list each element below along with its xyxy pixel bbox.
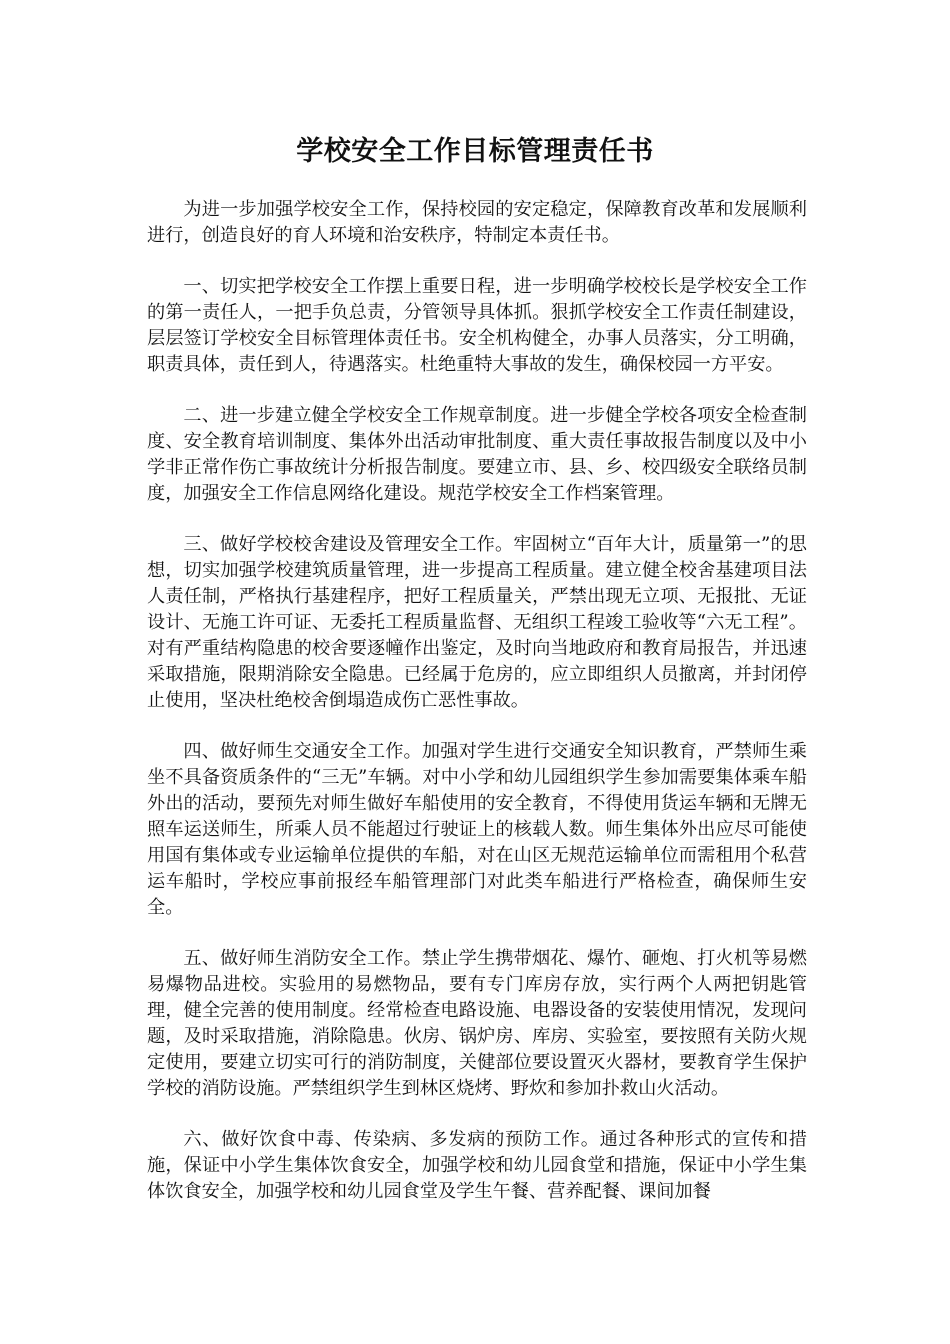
paragraph-section-5: 五、做好师生消防安全工作。禁止学生携带烟花、爆竹、砸炮、打火机等易燃易爆物品进校。实验用的易燃物品，要有专门库房存放，实行两个人两把钥匙管理，健全完善的使用制度。经常检查电路设施、电器设备的安装使用情况，发现问题，及时采取措施，消除隐患。伙房、锅炉房、库房、实验室，要按照有关防火规定使用，要建立切实可行的消防制度，关健部位要设置灭火器材，要教育学生保护学校的消防设施。严禁组织学生到林区烧烤、野炊和参加扑救山火活动。 <box>147 948 807 1099</box>
paragraph-section-1: 一、切实把学校安全工作摆上重要日程，进一步明确学校校长是学校安全工作的第一责任人，一把手负总责，分管领导具体抓。狠抓学校安全工作责任制建设，层层签订学校安全目标管理体责任书。安全机构健全，办事人员落实，分工明确，职责具体，责任到人，待遇落实。杜绝重特大事故的发生，确保校园一方平安。 <box>147 276 807 375</box>
paragraph-intro: 为进一步加强学校安全工作，保持校园的安定稳定，保障教育改革和发展顺利进行，创造良好的育人环境和治安秩序，特制定本责任书。 <box>147 199 807 246</box>
paragraph-section-2: 二、进一步建立健全学校安全工作规章制度。进一步健全学校各项安全检查制度、安全教育培训制度、集体外出活动审批制度、重大责任事故报告制度以及中小学非正常作伤亡事故统计分析报告制度。要建立市、县、乡、校四级安全联络员制度，加强安全工作信息网络化建设。规范学校安全工作档案管理。 <box>147 405 807 504</box>
paragraph-section-4: 四、做好师生交通安全工作。加强对学生进行交通安全知识教育，严禁师生乘坐不具备资质条件的“三无”车辆。对中小学和幼儿园组织学生参加需要集体乘车船外出的活动，要预先对师生做好车船使用的安全教育，不得使用货运车辆和无牌无照车运送师生，所乘人员不能超过行驶证上的核载人数。师生集体外出应尽可能使用国有集体或专业运输单位提供的车船，对在山区无规范运输单位而需租用个私营运车船时，学校应事前报经车船管理部门对此类车船进行严格检查，确保师生安全。 <box>147 741 807 918</box>
document-title: 学校安全工作目标管理责任书 <box>296 136 654 167</box>
paragraph-section-6: 六、做好饮食中毒、传染病、多发病的预防工作。通过各种形式的宣传和措施，保证中小学生集体饮食安全，加强学校和幼儿园食堂和措施，保证中小学生集体饮食安全，加强学校和幼儿园食堂及学生午餐、营养配餐、课间加餐 <box>147 1129 807 1202</box>
document-body <box>147 197 807 1230</box>
paragraph-section-3: 三、做好学校校舍建设及管理安全工作。牢固树立“百年大计，质量第一”的思想，切实加强学校建筑质量管理，进一步提高工程质量。建立健全校舍基建项目法人责任制，严格执行基建程序，把好工程质量关，严禁出现无立项、无报批、无证设计、无施工许可证、无委托工程质量监督、无组织工程竣工验收等“六无工程”。对有严重结构隐患的校舍要逐幢作出鉴定，及时向当地政府和教育局报告，并迅速采取措施，限期消除安全隐患。已经属于危房的，应立即组织人员撤离，并封闭停止使用，坚决杜绝校舍倒塌造成伤亡恶性事故。 <box>147 534 807 711</box>
